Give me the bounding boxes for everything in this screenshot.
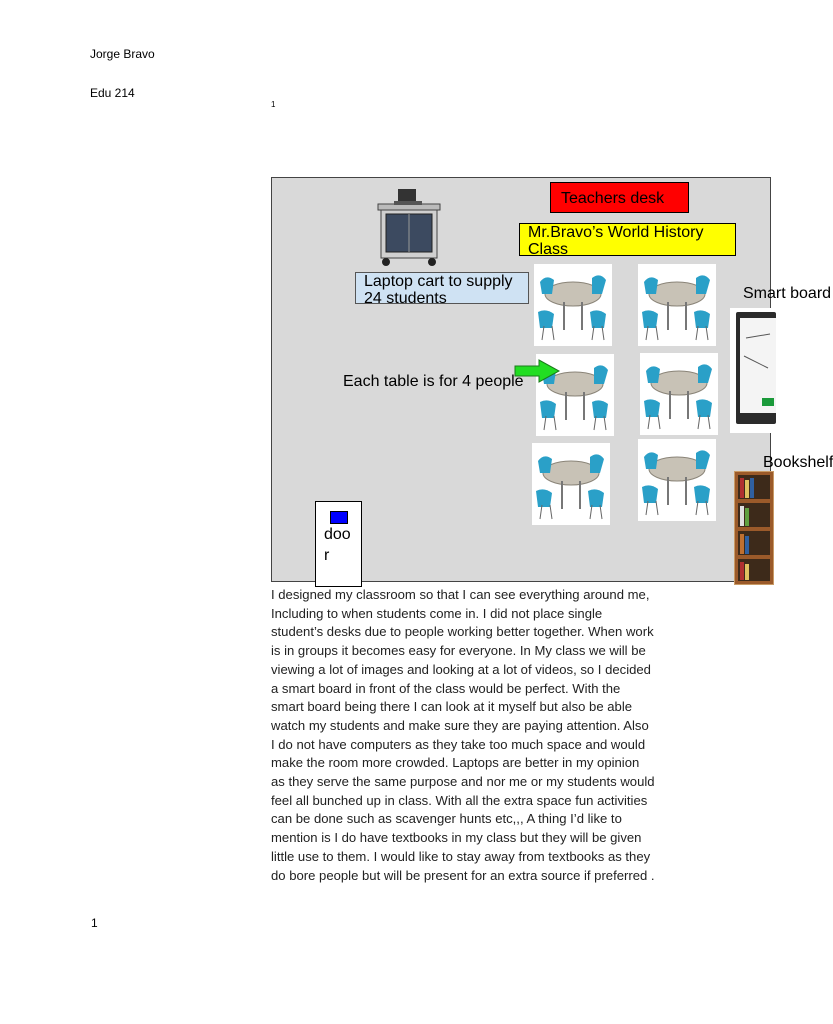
bookshelf-label: Bookshelf <box>763 454 833 471</box>
door-knob-icon <box>330 511 348 524</box>
bookshelf-image <box>734 471 774 585</box>
group-table-icon <box>638 439 716 521</box>
arrow-right-icon <box>513 358 563 384</box>
laptop-cart-label: Laptop cart to supply 24 students <box>355 272 529 304</box>
essay-line: viewing a lot of images and looking at a lot of videos, so I decided <box>271 661 651 677</box>
tables-note-label: Each table is for 4 people <box>343 373 524 390</box>
door <box>315 501 362 587</box>
group-table-icon <box>532 443 610 525</box>
smart-board-image <box>730 308 775 433</box>
essay-line: do bore people but will be present for an extra source if preferred . <box>271 867 655 883</box>
course-code: Edu 214 <box>90 86 135 100</box>
group-table-icon <box>534 264 612 346</box>
essay-line: mention is I do have textbooks in my class but they will be given <box>271 830 642 846</box>
header-mark: 1 <box>271 100 276 109</box>
group-table-icon <box>638 264 716 346</box>
group-table-icon <box>640 353 718 435</box>
smart-board-label: Smart board <box>743 285 832 302</box>
essay-line: feel all bunched up in class. With all the extra space fun activities <box>271 792 648 808</box>
author-name: Jorge Bravo <box>90 47 155 61</box>
essay-line: as they serve the same purpose and nor me or my students would <box>271 774 655 790</box>
essay-line: smart board being there I can look at it myself but also be able <box>271 699 633 715</box>
essay-line: can be done such as scavenger hunts etc,,, A thing I’d like to <box>271 811 622 827</box>
essay-line: student’s desks due to people working better together. When work <box>271 624 654 640</box>
class-title-label: Mr.Bravo’s World History Class <box>519 223 736 256</box>
classroom-diagram <box>271 177 833 582</box>
essay-paragraph <box>271 586 691 885</box>
essay-line: a smart board in front of the class would be perfect. With the <box>271 680 621 696</box>
teachers-desk-label: Teachers desk <box>550 182 689 213</box>
page-number: 1 <box>91 916 98 930</box>
essay-line: I designed my classroom so that I can see everything around me, <box>271 587 650 602</box>
essay-line: little use to them. I would like to stay away from textbooks as they <box>271 848 651 864</box>
essay-line: I do not have computers as they take too much space and would <box>271 736 646 752</box>
essay-line: watch my students and make sure they are paying attention. Also <box>271 717 649 733</box>
essay-line: make the room more crowded. Laptops are better in my opinion <box>271 755 640 771</box>
laptop-cart-image <box>376 186 442 268</box>
essay-line: Including to when students come in. I did not place single <box>271 605 603 621</box>
essay-line: is in groups it becomes easy for everyone. In My class we will be <box>271 643 646 659</box>
door-label: door <box>324 526 351 564</box>
